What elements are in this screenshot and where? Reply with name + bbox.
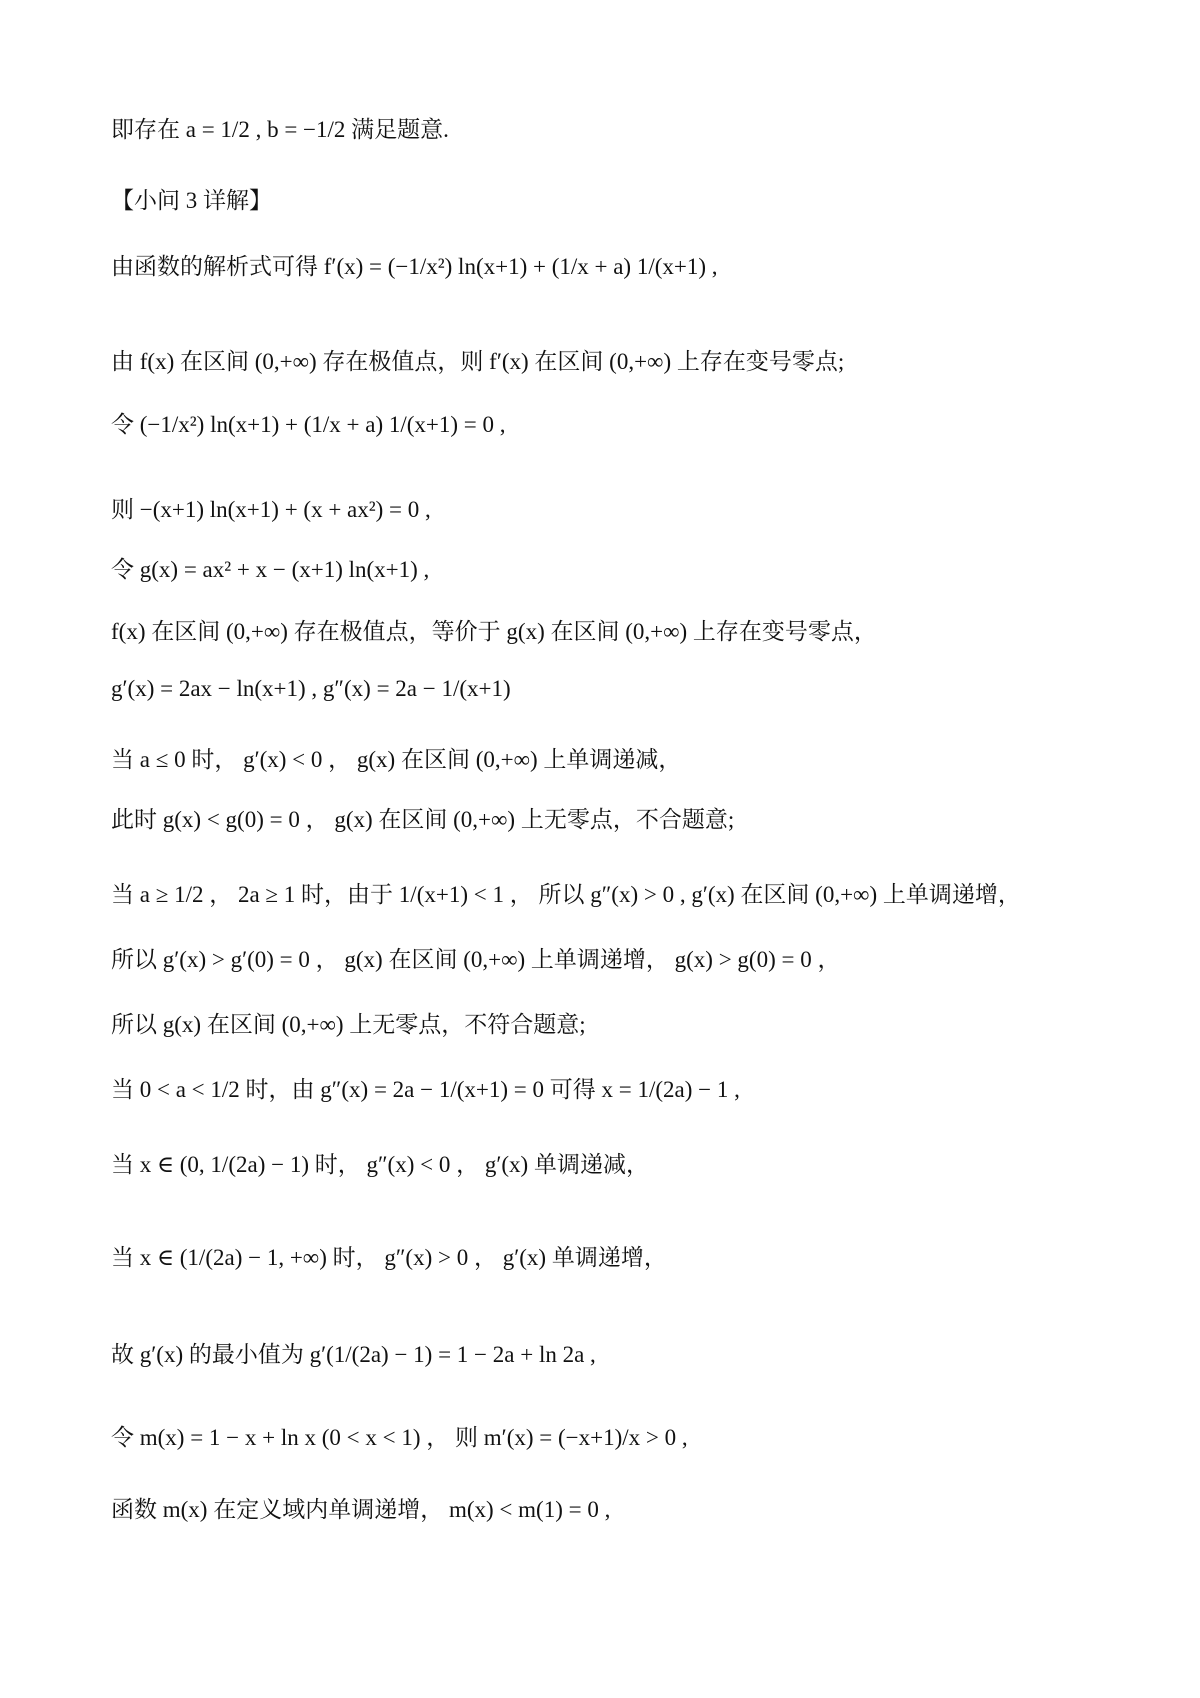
solution-line-8	[111, 613, 877, 646]
solution-line-text: 当 x ∈ (0, 1/(2a) − 1) 时， g″(x) < 0 ， g′(x) 单调递减，	[111, 1152, 649, 1177]
solution-line-text: 由函数的解析式可得 f′(x) = (−1/x²) ln(x+1) + (1/x + a) 1/(x+1) ,	[111, 254, 718, 279]
solution-line-9	[111, 676, 511, 702]
solution-line-text: 当 0 < a < 1/2 时，由 g″(x) = 2a − 1/(x+1) = 0 可得 x = 1/(2a) − 1 ,	[111, 1077, 740, 1102]
solution-line-13	[111, 941, 840, 974]
solution-line-1	[111, 111, 449, 144]
solution-line-text: 当 a ≥ 1/2 ， 2a ≥ 1 时，由于 1/(x+1) < 1 ， 所以 g″(x) > 0 , g′(x) 在区间 (0,+∞) 上单调递增，	[111, 882, 1021, 907]
solution-line-text: 故 g′(x) 的最小值为 g′(1/(2a) − 1) = 1 − 2a + ln 2a ,	[111, 1342, 596, 1367]
solution-line-text: 则 −(x+1) ln(x+1) + (x + ax²) = 0 ,	[111, 497, 431, 522]
solution-line-text: 函数 m(x) 在定义域内单调递增， m(x) < m(1) = 0 ,	[111, 1497, 611, 1522]
solution-line-5	[111, 406, 506, 439]
solution-line-4	[111, 343, 844, 376]
solution-line-7	[111, 551, 429, 584]
solution-line-14	[111, 1006, 586, 1039]
solution-line-text: 此时 g(x) < g(0) = 0 ， g(x) 在区间 (0,+∞) 上无零点，不合题意;	[111, 807, 735, 832]
solution-line-19	[111, 1419, 688, 1452]
solution-line-15	[111, 1071, 740, 1104]
solution-line-text: 所以 g′(x) > g′(0) = 0 ， g(x) 在区间 (0,+∞) 上单调递增， g(x) > g(0) = 0 ，	[111, 947, 841, 972]
solution-line-text: 所以 g(x) 在区间 (0,+∞) 上无零点，不符合题意;	[111, 1012, 586, 1037]
solution-line-2	[111, 182, 272, 215]
solution-line-text: 当 x ∈ (1/(2a) − 1, +∞) 时， g″(x) > 0 ， g′(x) 单调递增，	[111, 1245, 667, 1270]
solution-line-text: 令 m(x) = 1 − x + ln x (0 < x < 1) ， 则 m′(x) = (−x+1)/x > 0 ,	[111, 1425, 688, 1450]
solution-line-text: g′(x) = 2ax − ln(x+1) , g″(x) = 2a − 1/(x+1)	[111, 676, 511, 701]
solution-line-12	[111, 876, 1021, 909]
solution-line-16	[111, 1146, 649, 1179]
solution-line-11	[111, 801, 734, 834]
solution-line-text: 当 a ≤ 0 时， g′(x) < 0 ， g(x) 在区间 (0,+∞) 上单调递减，	[111, 747, 682, 772]
solution-line-text: 令 (−1/x²) ln(x+1) + (1/x + a) 1/(x+1) = 0 ,	[111, 412, 506, 437]
solution-line-10	[111, 741, 681, 774]
solution-line-text: 令 g(x) = ax² + x − (x+1) ln(x+1) ,	[111, 557, 430, 582]
solution-line-text: f(x) 在区间 (0,+∞) 存在极值点，等价于 g(x) 在区间 (0,+∞) 上存在变号零点，	[111, 619, 877, 644]
solution-line-text: 【小问 3 详解】	[111, 188, 272, 213]
solution-line-text: 即存在 a = 1/2 , b = −1/2 满足题意.	[111, 117, 449, 142]
solution-line-20	[111, 1491, 610, 1524]
solution-line-3	[111, 248, 718, 281]
solution-line-17	[111, 1239, 667, 1272]
solution-line-6	[111, 491, 431, 524]
solution-line-18	[111, 1336, 596, 1369]
solution-line-text: 由 f(x) 在区间 (0,+∞) 存在极值点，则 f′(x) 在区间 (0,+∞) 上存在变号零点;	[111, 349, 845, 374]
